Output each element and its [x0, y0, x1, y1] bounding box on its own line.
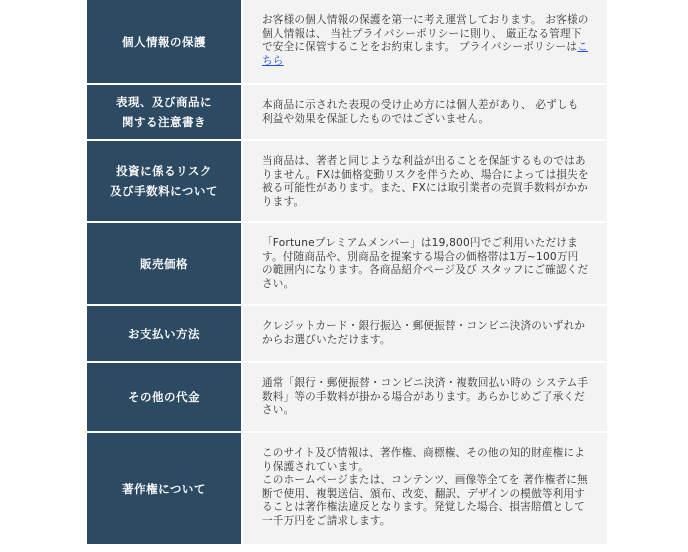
row-body-price	[243, 223, 607, 304]
row-heading-label: 個人情報の保護	[122, 34, 206, 49]
row-heading-price	[87, 223, 241, 304]
row-body-text: 本商品に示された表現の受け止め方には個人差があり、 必ずしも利益や効果を保証したものではございません。	[262, 99, 579, 125]
row-body-text: クレジットカード・銀行振込・郵便振替・コンビニ決済のいずれかからお選びいただけます。	[262, 320, 586, 346]
table-row-other-fees	[87, 363, 607, 433]
row-body-text	[262, 14, 589, 68]
row-heading-other-fees	[87, 363, 241, 431]
row-body-privacy	[243, 0, 607, 83]
row-heading-label: 著作権について	[122, 481, 206, 496]
row-body-payment	[243, 306, 607, 361]
table-row-expression-notice	[87, 85, 607, 141]
row-heading-risk-fees	[87, 141, 241, 221]
row-heading-label: お支払い方法	[128, 326, 200, 341]
row-heading-expression-notice	[87, 85, 241, 139]
row-heading-payment	[87, 306, 241, 361]
row-body-text: このサイト及び情報は、著作権、商標権、その他の知的財産権により保護されています。	[262, 447, 586, 473]
table-row-price	[87, 223, 607, 306]
row-body-text: 通常「銀行・郵便振替・コンビニ決済・複数回払い時の システム手数料」等の手数料が掛かる場合があります。あらかじめご了承ください。	[262, 377, 589, 417]
table-row-payment	[87, 306, 607, 363]
notice-table	[87, 0, 607, 544]
row-heading-label: その他の代金	[128, 390, 200, 404]
row-heading-privacy	[87, 0, 241, 83]
row-body-text-second: このホームページまたは、コンテンツ、画像等全てを 著作権者に無断で使用、複製送信、頒布、改変、翻訳、デザインの模倣等利用することは著作権法違反となります。発覚した場合、損害賠償として一千万円をご請求します。	[262, 474, 588, 527]
table-row-privacy	[87, 0, 607, 85]
privacy-policy-link[interactable]: こちら	[262, 41, 589, 67]
table-row-risk-fees	[87, 141, 607, 223]
row-body-other-fees	[243, 363, 607, 431]
row-body-expression-notice	[243, 85, 607, 139]
row-heading-copyright	[87, 433, 241, 544]
row-body-text-main: お客様の個人情報の保護を第一に考え運営しております。 お客様の個人情報は、 当社プライバシーポリシーに則り、 厳正なる管理下で安全に保管することをお約束します。 プライバシーポリシーは	[262, 14, 589, 54]
row-heading-label: 表現、及び商品に 関する注意書き	[116, 95, 212, 129]
row-body-text: 当商品は、著者と同じような利益が出ることを保証するものではありません。FXは価格変動リスクを伴うため、場合によっては損失を被る可能性があります。また、FXには取引業者の売買手数料がかかります。	[262, 155, 589, 208]
table-row-copyright	[87, 433, 607, 544]
row-body-copyright	[243, 433, 607, 544]
row-heading-label: 投資に係るリスク 及び手数料について	[110, 164, 218, 198]
row-heading-label: 販売価格	[140, 256, 188, 271]
row-body-risk-fees	[243, 141, 607, 221]
row-body-text: 「Fortuneプレミアムメンバー」は19,800円でご利用いただけます。付随商品や、別商品を提案する場合の価格帯は1万~100万円の範囲内になります。各商品紹介ページ及び スタッフにご確認ください。	[262, 237, 589, 290]
